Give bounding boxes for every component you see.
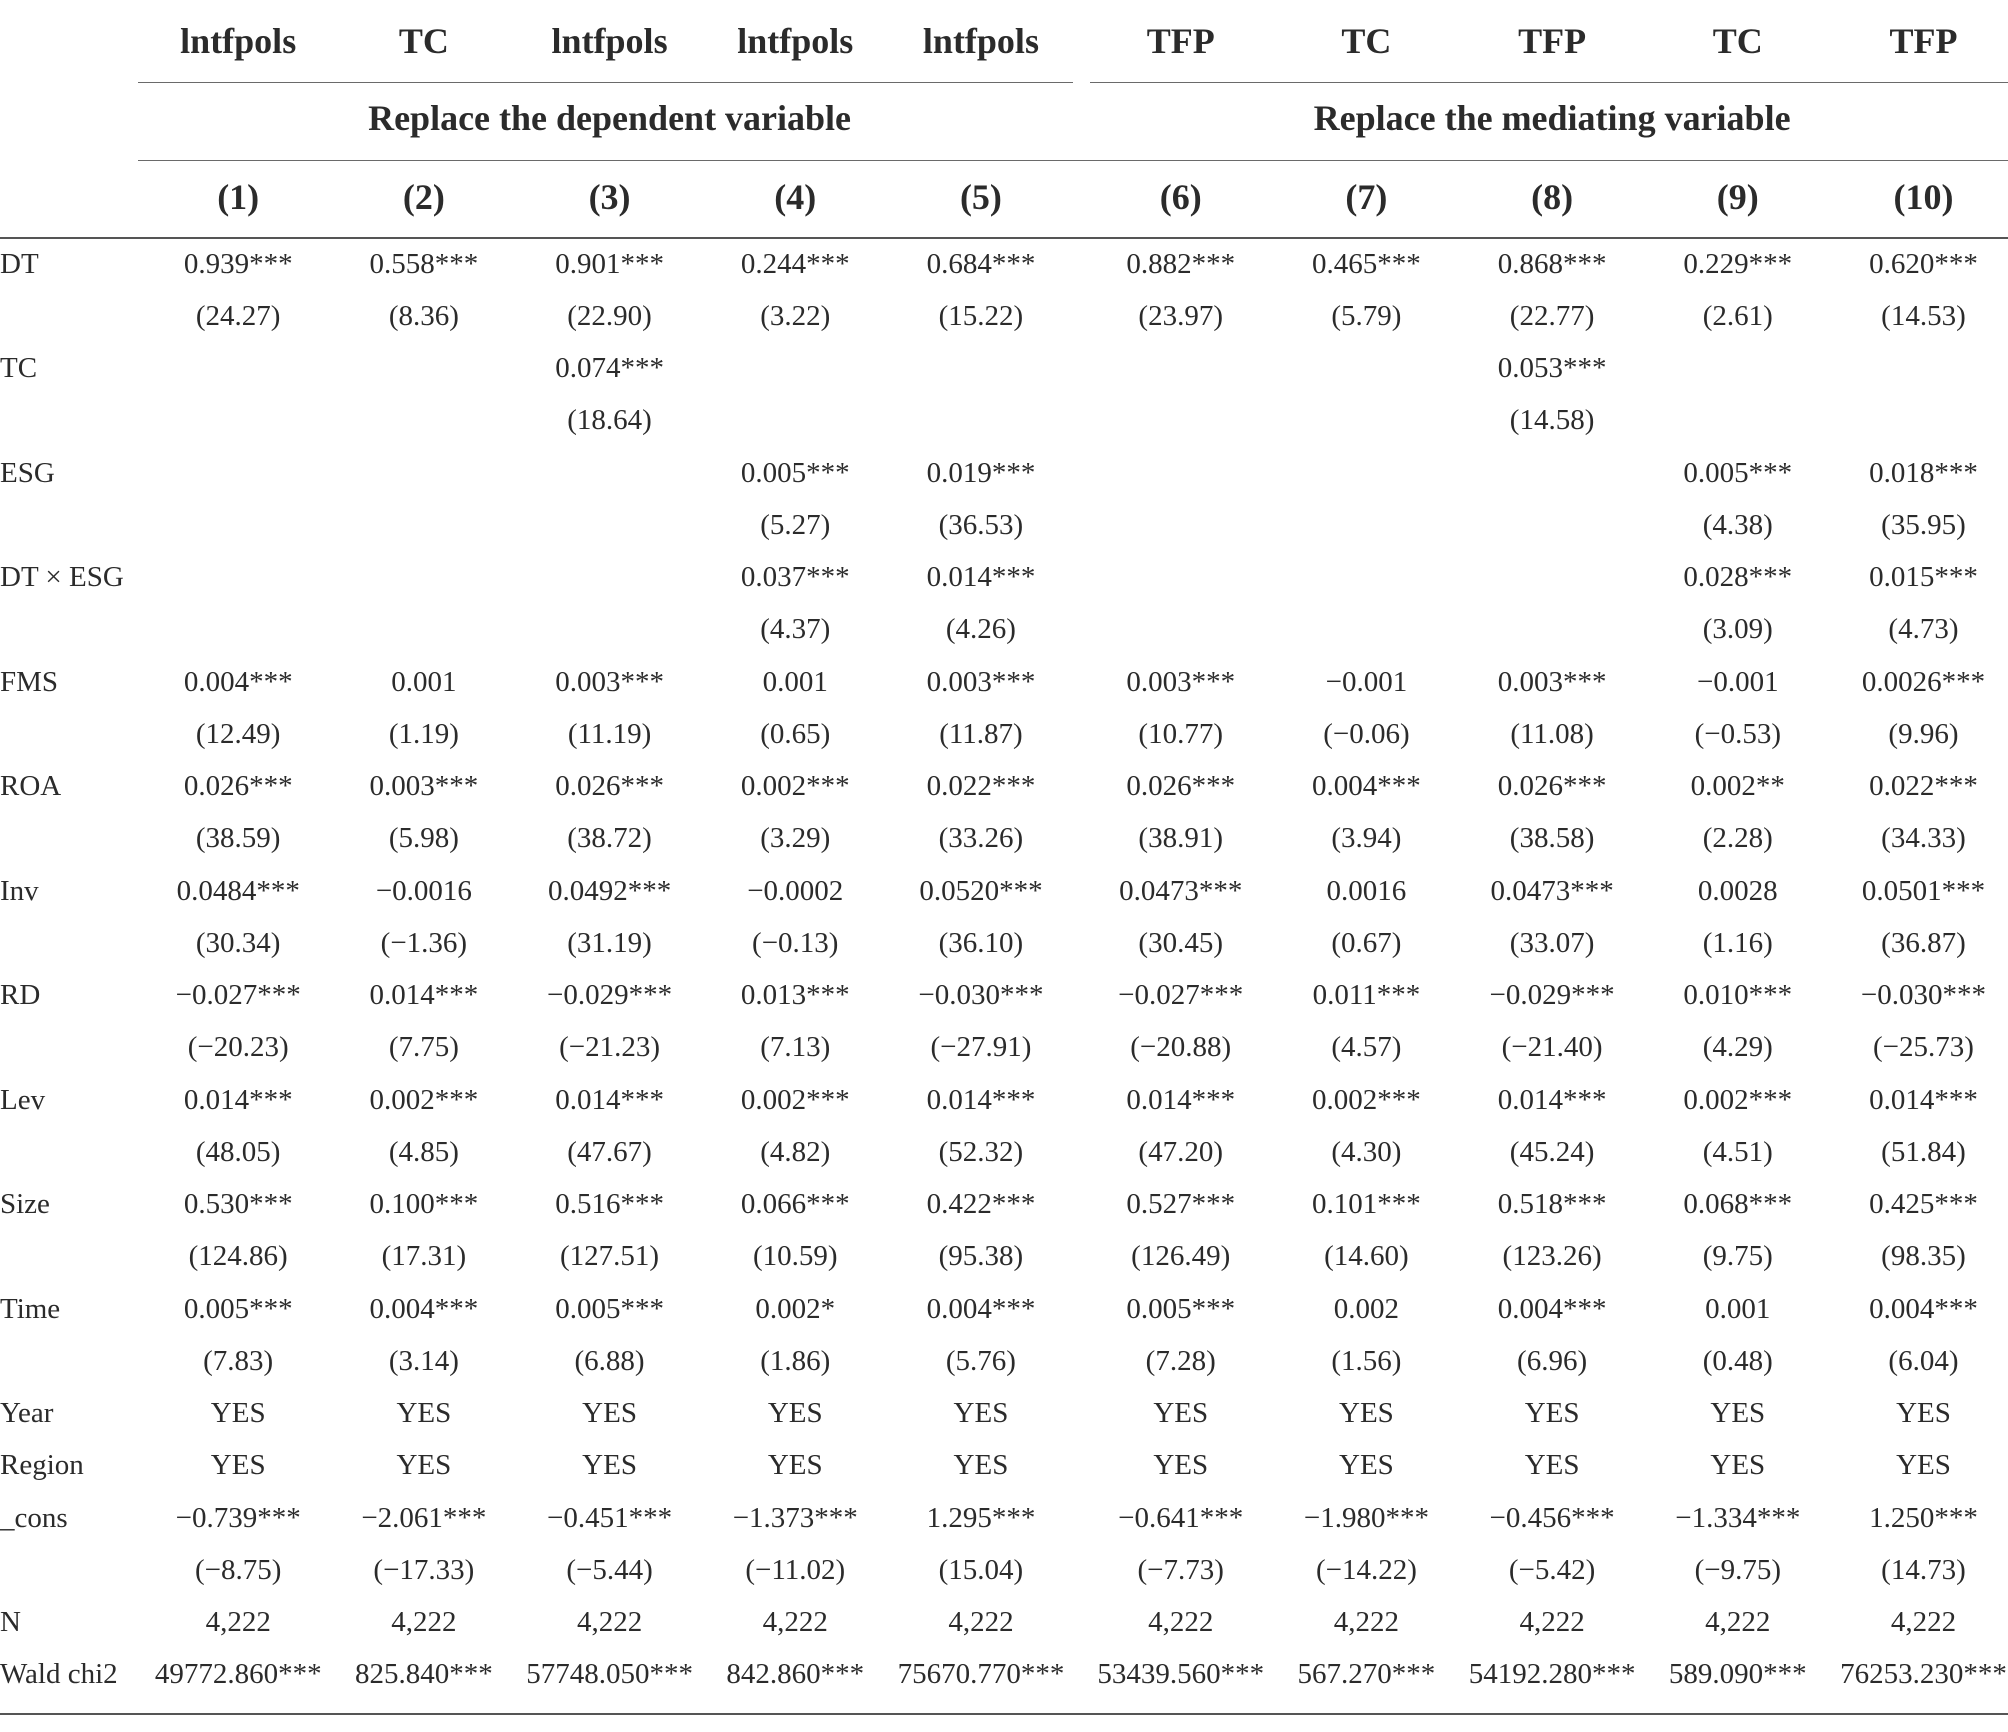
table-cell: 0.0026***: [1861, 665, 1986, 698]
table-cell: (3.09): [1702, 613, 1773, 646]
table-cell: (11.87): [939, 717, 1023, 750]
table-cell: (22.77): [1509, 299, 1595, 332]
table-cell: (−21.23): [559, 1031, 661, 1064]
table-cell: −1.334***: [1675, 1501, 1801, 1534]
table-cell: (9.96): [1888, 717, 1959, 750]
table-cell: YES: [396, 1397, 452, 1430]
table-cell: (11.19): [567, 717, 652, 750]
table-cell: (24.27): [195, 299, 281, 332]
table-cell: 0.074***: [555, 352, 664, 385]
column-number: (1): [217, 177, 260, 218]
table-cell: 0.558***: [369, 247, 479, 280]
table-cell: (38.59): [195, 822, 281, 855]
table-cell: 0.003***: [1497, 665, 1607, 698]
table-cell: (30.45): [1138, 926, 1224, 959]
table-cell: (−1.36): [380, 926, 468, 959]
table-cell: 567.270***: [1297, 1658, 1436, 1691]
table-cell: 0.005***: [1126, 1292, 1236, 1325]
table-cell: 0.003***: [369, 770, 479, 803]
table-cell: 4,222: [1148, 1606, 1214, 1639]
table-cell: (52.32): [938, 1135, 1024, 1168]
table-cell: (4.37): [760, 613, 831, 646]
table-cell: 53439.560***: [1097, 1658, 1265, 1691]
table-cell: (3.22): [760, 299, 831, 332]
table-cell: 4,222: [762, 1606, 828, 1639]
table-rule: [0, 1713, 2008, 1715]
table-cell: 0.101***: [1312, 1188, 1421, 1221]
table-cell: 4,222: [1519, 1606, 1585, 1639]
table-cell: 0.0520***: [919, 874, 1043, 907]
table-cell: 0.004***: [926, 1292, 1036, 1325]
table-cell: (9.75): [1702, 1240, 1773, 1273]
table-cell: (8.36): [388, 299, 459, 332]
table-cell: −0.451***: [547, 1501, 673, 1534]
table-cell: (48.05): [195, 1135, 281, 1168]
table-cell: YES: [1339, 1449, 1394, 1482]
table-cell: −0.029***: [547, 979, 673, 1012]
table-cell: (−17.33): [373, 1553, 475, 1586]
table-cell: 0.244***: [740, 247, 850, 280]
table-cell: (7.75): [388, 1031, 459, 1064]
table-cell: 0.014***: [1497, 1083, 1607, 1116]
group-header: Replace the mediating variable: [1313, 97, 1791, 138]
table-cell: 57748.050***: [526, 1658, 693, 1691]
column-number: (10): [1893, 177, 1954, 218]
column-var-header: lntfpols: [180, 21, 297, 62]
table-cell: 0.022***: [1869, 770, 1978, 803]
table-cell: 0.004***: [1497, 1292, 1607, 1325]
table-cell: (−5.44): [566, 1553, 653, 1586]
table-cell: 0.014***: [555, 1083, 664, 1116]
table-cell: 0.0501***: [1861, 874, 1986, 907]
table-cell: (−5.42): [1508, 1553, 1596, 1586]
table-cell: (4.85): [388, 1135, 459, 1168]
table-cell: (4.73): [1888, 613, 1959, 646]
table-cell: (30.34): [195, 926, 281, 959]
table-cell: 842.860***: [726, 1658, 865, 1691]
table-cell: 0.018***: [1869, 456, 1978, 489]
table-cell: 0.053***: [1497, 352, 1607, 385]
table-cell: 0.005***: [740, 456, 850, 489]
table-cell: YES: [210, 1397, 266, 1430]
column-number: (5): [959, 177, 1002, 218]
row-label: DT: [0, 247, 39, 280]
column-var-header: TC: [398, 21, 449, 62]
table-cell: (47.20): [1138, 1135, 1224, 1168]
table-cell: (−0.13): [752, 926, 839, 959]
table-cell: (3.14): [388, 1344, 459, 1377]
table-cell: 0.516***: [555, 1188, 664, 1221]
table-cell: 0.022***: [926, 770, 1036, 803]
table-cell: 0.0492***: [547, 874, 672, 907]
table-cell: 0.014***: [926, 1083, 1036, 1116]
table-cell: (10.59): [752, 1240, 838, 1273]
table-cell: 4,222: [1890, 1606, 1957, 1639]
table-cell: (123.26): [1502, 1240, 1602, 1273]
table-cell: (124.86): [188, 1240, 288, 1273]
row-label: Year: [0, 1397, 54, 1430]
table-cell: (4.57): [1331, 1031, 1402, 1064]
table-cell: (23.97): [1138, 299, 1224, 332]
table-cell: −0.739***: [175, 1501, 301, 1534]
table-cell: 0.684***: [926, 247, 1036, 280]
table-cell: 0.004***: [183, 665, 293, 698]
table-rule: [138, 82, 1073, 83]
table-cell: YES: [1896, 1397, 1951, 1430]
table-cell: −0.030***: [918, 979, 1044, 1012]
table-cell: (0.65): [760, 717, 831, 750]
table-cell: YES: [396, 1449, 452, 1482]
table-cell: 4,222: [1333, 1606, 1400, 1639]
table-cell: 0.004***: [369, 1292, 479, 1325]
table-cell: 0.010***: [1683, 979, 1793, 1012]
table-cell: (3.94): [1331, 822, 1402, 855]
table-cell: 4,222: [948, 1606, 1014, 1639]
table-cell: (14.60): [1324, 1240, 1409, 1273]
table-cell: −0.001: [1696, 665, 1779, 698]
column-number: (8): [1531, 177, 1574, 218]
table-cell: (−0.06): [1323, 717, 1410, 750]
table-cell: (31.19): [567, 926, 652, 959]
table-cell: (1.86): [760, 1344, 831, 1377]
table-cell: (36.87): [1881, 926, 1966, 959]
table-cell: 0.0028: [1697, 874, 1778, 907]
table-cell: YES: [582, 1449, 637, 1482]
table-cell: (15.22): [938, 299, 1024, 332]
table-cell: 0.0473***: [1490, 874, 1614, 907]
table-cell: 0.620***: [1869, 247, 1978, 280]
table-cell: (51.84): [1881, 1135, 1966, 1168]
table-cell: 0.015***: [1869, 561, 1978, 594]
table-cell: 0.001: [762, 665, 828, 698]
row-label: _cons: [0, 1501, 68, 1534]
table-cell: YES: [582, 1397, 637, 1430]
table-cell: 0.002***: [1312, 1083, 1421, 1116]
group-header: Replace the dependent variable: [368, 97, 852, 138]
table-cell: 76253.230***: [1840, 1658, 2007, 1691]
column-number: (3): [588, 177, 631, 218]
table-cell: (6.88): [574, 1344, 645, 1377]
table-cell: (−20.88): [1130, 1031, 1232, 1064]
table-cell: (95.38): [938, 1240, 1024, 1273]
table-cell: (0.67): [1331, 926, 1402, 959]
table-cell: −0.030***: [1860, 979, 1987, 1012]
table-cell: 0.0484***: [176, 874, 300, 907]
table-cell: 0.026***: [1126, 770, 1236, 803]
table-rule: [0, 237, 2008, 239]
table-cell: (5.76): [945, 1344, 1016, 1377]
table-cell: YES: [1524, 1397, 1580, 1430]
table-cell: (4.26): [945, 613, 1016, 646]
table-cell: 0.014***: [1869, 1083, 1978, 1116]
table-cell: 0.002***: [1683, 1083, 1793, 1116]
table-cell: YES: [1153, 1449, 1209, 1482]
table-cell: 0.002: [1333, 1292, 1400, 1325]
table-cell: (11.08): [1510, 717, 1594, 750]
table-cell: (5.79): [1331, 299, 1402, 332]
table-cell: 0.003***: [1126, 665, 1236, 698]
table-cell: 0.100***: [369, 1188, 479, 1221]
table-cell: (7.28): [1145, 1344, 1216, 1377]
table-cell: YES: [953, 1449, 1009, 1482]
column-number: (4): [774, 177, 817, 218]
table-cell: (38.72): [567, 822, 652, 855]
table-cell: −1.980***: [1303, 1501, 1429, 1534]
table-cell: 0.028***: [1683, 561, 1793, 594]
table-cell: (126.49): [1131, 1240, 1231, 1273]
table-cell: YES: [1524, 1449, 1580, 1482]
table-cell: (4.82): [760, 1135, 831, 1168]
column-number: (7): [1345, 177, 1388, 218]
table-cell: −0.001: [1325, 665, 1408, 698]
row-label: TC: [0, 352, 38, 385]
row-label: Region: [0, 1449, 84, 1482]
table-cell: −0.0002: [747, 874, 844, 907]
column-number: (9): [1716, 177, 1759, 218]
table-cell: 0.003***: [926, 665, 1036, 698]
table-cell: 0.002***: [740, 1083, 850, 1116]
table-cell: 4,222: [1705, 1606, 1771, 1639]
row-label: DT × ESG: [0, 561, 124, 594]
table-cell: YES: [1339, 1397, 1394, 1430]
table-cell: 1.250***: [1869, 1501, 1978, 1534]
table-cell: (−0.53): [1694, 717, 1781, 750]
table-cell: (4.30): [1331, 1135, 1402, 1168]
table-cell: 0.939***: [183, 247, 293, 280]
table-cell: 0.066***: [740, 1188, 850, 1221]
table-cell: (12.49): [195, 717, 281, 750]
table-cell: (1.16): [1702, 926, 1773, 959]
table-cell: (6.96): [1517, 1344, 1588, 1377]
table-cell: 0.465***: [1312, 247, 1421, 280]
table-cell: −0.027***: [1118, 979, 1244, 1012]
table-cell: 0.002***: [740, 770, 850, 803]
table-cell: 1.295***: [926, 1501, 1036, 1534]
row-label: Time: [0, 1292, 61, 1325]
table-cell: 0.014***: [1126, 1083, 1236, 1116]
row-label: ESG: [0, 456, 55, 489]
table-cell: YES: [1710, 1397, 1766, 1430]
table-cell: (45.24): [1509, 1135, 1595, 1168]
table-cell: 0.002*: [755, 1292, 836, 1325]
row-label: N: [0, 1606, 21, 1639]
table-cell: 0.011***: [1312, 979, 1421, 1012]
table-cell: (36.10): [938, 926, 1024, 959]
table-cell: (7.83): [203, 1344, 274, 1377]
table-cell: YES: [953, 1397, 1009, 1430]
table-cell: (6.04): [1888, 1344, 1959, 1377]
table-cell: (4.51): [1702, 1135, 1773, 1168]
table-cell: 0.013***: [740, 979, 850, 1012]
table-cell: 0.026***: [183, 770, 293, 803]
table-cell: 825.840***: [355, 1658, 493, 1691]
table-cell: (5.98): [388, 822, 459, 855]
column-var-header: lntfpols: [737, 21, 854, 62]
table-cell: 0.005***: [1683, 456, 1793, 489]
table-cell: 0.014***: [369, 979, 479, 1012]
table-cell: (−20.23): [187, 1031, 289, 1064]
row-label: Inv: [0, 874, 39, 907]
table-cell: YES: [767, 1397, 823, 1430]
table-cell: −0.0016: [375, 874, 472, 907]
table-cell: (−8.75): [194, 1553, 282, 1586]
table-cell: −2.061***: [361, 1501, 487, 1534]
table-cell: YES: [210, 1449, 266, 1482]
table-cell: (35.95): [1881, 508, 1966, 541]
table-cell: (3.29): [760, 822, 831, 855]
table-cell: (36.53): [938, 508, 1024, 541]
table-cell: 4,222: [576, 1606, 643, 1639]
table-cell: (17.31): [381, 1240, 467, 1273]
table-cell: 0.005***: [183, 1292, 293, 1325]
table-cell: 0.0473***: [1119, 874, 1243, 907]
table-cell: (−11.02): [745, 1553, 846, 1586]
table-cell: −0.456***: [1489, 1501, 1615, 1534]
table-cell: (−14.22): [1315, 1553, 1417, 1586]
table-cell: YES: [767, 1449, 823, 1482]
table-cell: 75670.770***: [897, 1658, 1065, 1691]
table-cell: 0.037***: [740, 561, 850, 594]
table-cell: 589.090***: [1668, 1658, 1807, 1691]
table-cell: −0.029***: [1489, 979, 1615, 1012]
row-label: RD: [0, 979, 41, 1012]
row-label: Lev: [0, 1083, 46, 1116]
table-cell: 0.229***: [1683, 247, 1793, 280]
table-cell: (2.28): [1702, 822, 1773, 855]
column-var-header: TFP: [1146, 21, 1215, 62]
table-cell: (−7.73): [1137, 1553, 1224, 1586]
table-cell: 0.868***: [1497, 247, 1607, 280]
table-cell: 54192.280***: [1468, 1658, 1636, 1691]
table-cell: 0.002***: [369, 1083, 479, 1116]
table-cell: (1.56): [1331, 1344, 1402, 1377]
table-cell: 0.026***: [1497, 770, 1607, 803]
table-cell: 0.527***: [1126, 1188, 1236, 1221]
table-cell: 0.004***: [1869, 1292, 1978, 1325]
column-number: (2): [402, 177, 445, 218]
table-cell: (14.73): [1881, 1553, 1966, 1586]
table-cell: (−25.73): [1873, 1031, 1974, 1064]
table-cell: (22.90): [567, 299, 652, 332]
table-cell: (−9.75): [1694, 1553, 1781, 1586]
table-cell: 0.422***: [926, 1188, 1036, 1221]
table-cell: (33.26): [938, 822, 1024, 855]
column-var-header: lntfpols: [922, 21, 1039, 62]
table-cell: 0.019***: [926, 456, 1036, 489]
table-rule: [1090, 82, 2008, 83]
table-cell: (38.58): [1509, 822, 1595, 855]
table-cell: 0.014***: [183, 1083, 293, 1116]
table-cell: 0.882***: [1126, 247, 1236, 280]
table-cell: 0.005***: [555, 1292, 664, 1325]
table-cell: (0.48): [1702, 1344, 1773, 1377]
row-label: Size: [0, 1188, 50, 1221]
table-cell: 0.014***: [926, 561, 1036, 594]
table-cell: 0.004***: [1312, 770, 1421, 803]
table-cell: 0.068***: [1683, 1188, 1793, 1221]
column-var-header: TFP: [1889, 21, 1958, 62]
table-cell: 0.530***: [183, 1188, 293, 1221]
column-var-header: TFP: [1518, 21, 1587, 62]
table-cell: YES: [1896, 1449, 1951, 1482]
column-number: (6): [1159, 177, 1202, 218]
table-cell: 0.0016: [1326, 874, 1407, 907]
table-cell: 0.001: [391, 665, 457, 698]
table-cell: 0.003***: [555, 665, 664, 698]
table-cell: 0.518***: [1497, 1188, 1607, 1221]
table-cell: −0.641***: [1118, 1501, 1244, 1534]
table-cell: YES: [1153, 1397, 1209, 1430]
table-cell: (−27.91): [930, 1031, 1032, 1064]
table-cell: (4.38): [1702, 508, 1773, 541]
row-label: Wald chi2: [0, 1658, 118, 1691]
table-cell: (33.07): [1509, 926, 1595, 959]
table-cell: YES: [1710, 1449, 1766, 1482]
table-cell: 0.425***: [1869, 1188, 1978, 1221]
table-cell: (98.35): [1881, 1240, 1966, 1273]
row-label: FMS: [0, 665, 59, 698]
table-cell: −0.027***: [175, 979, 301, 1012]
table-cell: (14.58): [1509, 404, 1595, 437]
table-cell: (14.53): [1881, 299, 1966, 332]
column-var-header: TC: [1712, 21, 1763, 62]
table-cell: 49772.860***: [154, 1658, 322, 1691]
table-cell: (34.33): [1881, 822, 1966, 855]
table-cell: (1.19): [388, 717, 459, 750]
table-cell: 0.002**: [1690, 770, 1785, 803]
table-cell: 0.001: [1705, 1292, 1771, 1325]
table-cell: (−21.40): [1501, 1031, 1603, 1064]
row-label: ROA: [0, 770, 62, 803]
table-cell: (15.04): [938, 1553, 1024, 1586]
table-cell: (4.29): [1702, 1031, 1773, 1064]
table-cell: −1.373***: [732, 1501, 858, 1534]
table-cell: 0.901***: [555, 247, 664, 280]
table-cell: (38.91): [1138, 822, 1224, 855]
table-cell: 4,222: [205, 1606, 271, 1639]
table-cell: (47.67): [567, 1135, 652, 1168]
table-cell: (2.61): [1702, 299, 1773, 332]
column-var-header: TC: [1341, 21, 1392, 62]
table-cell: (10.77): [1138, 717, 1224, 750]
table-cell: (7.13): [760, 1031, 831, 1064]
table-cell: 0.026***: [555, 770, 664, 803]
table-cell: (18.64): [567, 404, 652, 437]
table-cell: (5.27): [760, 508, 831, 541]
table-rule: [138, 160, 2008, 161]
column-var-header: lntfpols: [551, 21, 668, 62]
table-cell: (127.51): [560, 1240, 660, 1273]
table-cell: 4,222: [391, 1606, 457, 1639]
